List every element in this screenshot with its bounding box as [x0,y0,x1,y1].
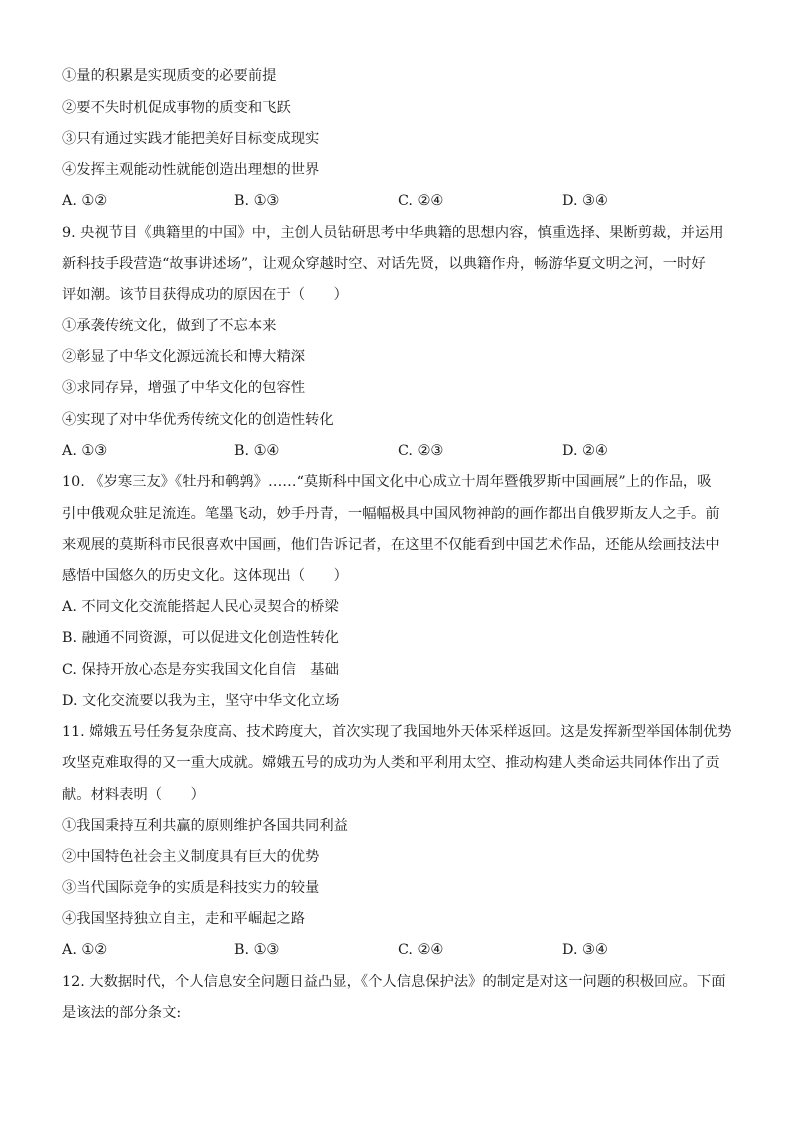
q9-item-3: ③求同存异，增强了中华文化的包容性 [62,380,306,396]
q11-item-2: ②中国特色社会主义制度具有巨大的优势 [62,849,320,865]
q11-stem-line-3: 献。材料表明（ ） [62,787,205,803]
q8-item-2: ②要不失时机促成事物的质变和飞跃 [62,100,291,116]
q10-choice-c: C. 保持开放心态是夯实我国文化自信 基础 [62,662,339,678]
q8-option-c: C. ②④ [398,193,444,209]
q9-item-1: ①承袭传统文化，做到了不忘本来 [62,318,277,334]
q11-stem-line-2: 攻坚克难取得的又一重大成就。嫦娥五号的成功为人类和平利用太空、推动构建人类命运共同体作出了贡 [62,755,720,771]
q10-stem-line-2: 引中俄观众驻足流连。笔墨飞动，妙手丹青，一幅幅极具中国风物神韵的画作都出自俄罗斯友人之手。前 [62,506,720,522]
q9-stem-line-3: 评如潮。该节目获得成功的原因在于（ ） [62,287,348,303]
q12-stem-line-1: 12. 大数据时代，个人信息安全问题日益凸显，《个人信息保护法》的制定是对这一问题的积极回应。下面 [62,974,726,990]
q8-option-d: D. ③④ [562,193,608,209]
q11-option-a: A. ①② [62,942,108,958]
q10-stem-line-3: 来观展的莫斯科市民很喜欢中国画，他们告诉记者，在这里不仅能看到中国艺术作品，还能从绘画技法中 [62,537,720,553]
q11-item-4: ④我国坚持独立自主，走和平崛起之路 [62,911,306,927]
q10-choice-b: B. 融通不同资源，可以促进文化创造性转化 [62,630,339,646]
q11-stem-line-1: 11. 嫦娥五号任务复杂度高、技术跨度大，首次实现了我国地外天体采样返回。这是发挥新型举国体制优势 [62,724,732,740]
q9-stem-line-2: 新科技手段营造“故事讲述场”，让观众穿越时空、对话先贤，以典籍作舟，畅游华夏文明之河，一时好 [62,256,706,272]
q8-item-1: ①量的积累是实现质变的必要前提 [62,68,277,84]
q9-option-a: A. ①③ [62,443,108,459]
q8-item-4: ④发挥主观能动性就能创造出理想的世界 [62,162,320,178]
q9-option-b: B. ①④ [234,443,280,459]
q10-choice-d: D. 文化交流要以我为主，坚守中华文化立场 [62,693,340,709]
q11-item-1: ①我国秉持互利共赢的原则维护各国共同利益 [62,818,348,834]
q11-option-d: D. ③④ [562,942,608,958]
q9-option-c: C. ②③ [398,443,444,459]
q10-choice-a: A. 不同文化交流能搭起人民心灵契合的桥梁 [62,599,339,615]
q8-option-b: B. ①③ [234,193,280,209]
q9-item-4: ④实现了对中华优秀传统文化的创造性转化 [62,412,334,428]
q9-option-d: D. ②④ [562,443,608,459]
q9-stem-line-1: 9. 央视节目《典籍里的中国》中，主创人员钻研思考中华典籍的思想内容，慎重选择、果断剪裁，并运用 [62,225,724,241]
q8-item-3: ③只有通过实践才能把美好目标变成现实 [62,131,320,147]
q11-option-b: B. ①③ [234,942,280,958]
q11-item-3: ③当代国际竞争的实质是科技实力的较量 [62,880,320,896]
q11-option-c: C. ②④ [398,942,444,958]
q9-item-2: ②彰显了中华文化源远流长和博大精深 [62,349,306,365]
q10-stem-line-4: 感悟中国悠久的历史文化。这体现出（ ） [62,568,348,584]
q10-stem-line-1: 10. 《岁寒三友》《牡丹和鹌鹑》……“莫斯科中国文化中心成立十周年暨俄罗斯中国画展”上的作品，吸 [62,474,712,490]
q8-option-a: A. ①② [62,193,108,209]
q12-stem-line-2: 是该法的部分条文: [62,1005,182,1021]
